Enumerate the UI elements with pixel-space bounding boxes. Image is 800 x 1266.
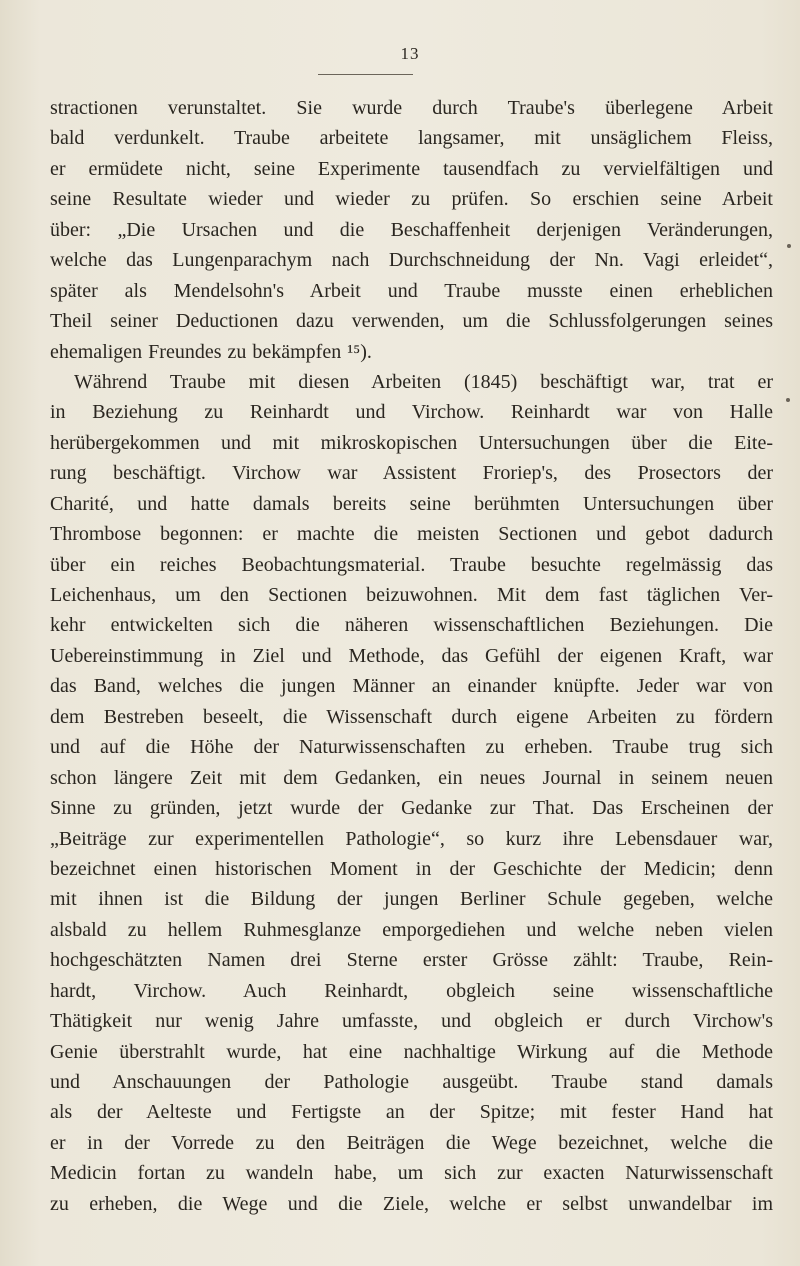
header-rule bbox=[318, 74, 413, 75]
text-line: über ein reiches Beobachtungsmaterial. Traube besuchte regelmässig das bbox=[50, 553, 773, 576]
text-line: Sinne zu gründen, jetzt wurde der Gedanke zur That. Das Erscheinen der bbox=[50, 797, 773, 820]
text-line: „Beiträge zur experimentellen Pathologie“, so kurz ihre Lebensdauer war, bbox=[50, 827, 773, 850]
body-text bbox=[50, 93, 773, 1219]
page-header bbox=[0, 0, 800, 80]
text-line: seine Resultate wieder und wieder zu prüfen. So erschien seine Arbeit bbox=[50, 188, 773, 211]
page-number: 13 bbox=[400, 44, 420, 63]
text-line: schon längere Zeit mit dem Gedanken, ein neues Journal in seinem neuen bbox=[50, 766, 773, 789]
text-line: Thätigkeit nur wenig Jahre umfasste, und obgleich er durch Virchow's bbox=[50, 1010, 773, 1033]
text-line: Uebereinstimmung in Ziel und Methode, das Gefühl der eigenen Kraft, war bbox=[50, 644, 773, 667]
text-line: später als Mendelsohn's Arbeit und Traube musste einen erheblichen bbox=[50, 279, 773, 302]
text-line: ehemaligen Freundes zu bekämpfen ¹⁵). bbox=[50, 340, 372, 363]
text-line: Genie überstrahlt wurde, hat eine nachhaltige Wirkung auf die Methode bbox=[50, 1040, 773, 1063]
text-line: kehr entwickelten sich die näheren wissenschaftlichen Beziehungen. Die bbox=[50, 614, 773, 637]
text-line: zu erheben, die Wege und die Ziele, welche er selbst unwandelbar im bbox=[50, 1192, 773, 1215]
text-line: über: „Die Ursachen und die Beschaffenheit derjenigen Veränderungen, bbox=[50, 218, 773, 241]
text-line: er in der Vorrede zu den Beiträgen die Wege bezeichnet, welche die bbox=[50, 1131, 773, 1154]
text-line: Thrombose begonnen: er machte die meisten Sectionen und gebot dadurch bbox=[50, 523, 773, 546]
text-line: das Band, welches die jungen Männer an einander knüpfte. Jeder war von bbox=[50, 675, 773, 698]
text-line: dem Bestreben beseelt, die Wissenschaft durch eigene Arbeiten zu fördern bbox=[50, 705, 773, 728]
text-line: als der Aelteste und Fertigste an der Spitze; mit fester Hand hat bbox=[50, 1101, 773, 1124]
margin-mark bbox=[787, 244, 791, 248]
text-line: bezeichnet einen historischen Moment in der Geschichte der Medicin; denn bbox=[50, 857, 773, 880]
text-line: hardt, Virchow. Auch Reinhardt, obgleich seine wissenschaftliche bbox=[50, 979, 773, 1002]
text-line: Theil seiner Deductionen dazu verwenden, um die Schlussfolgerungen seines bbox=[50, 310, 773, 333]
text-line: mit ihnen ist die Bildung der jungen Berliner Schule gegeben, welche bbox=[50, 888, 773, 911]
text-line: hochgeschätzten Namen drei Sterne erster Grösse zählt: Traube, Rein- bbox=[50, 949, 773, 972]
text-line: und Anschauungen der Pathologie ausgeübt. Traube stand damals bbox=[50, 1071, 773, 1093]
text-line: alsbald zu hellem Ruhmesglanze emporgediehen und welche neben vielen bbox=[50, 918, 773, 941]
text-line: welche das Lungenparachym nach Durchschneidung der Nn. Vagi erleidet“, bbox=[50, 249, 773, 272]
text-line: bald verdunkelt. Traube arbeitete langsamer, mit unsäglichem Fleiss, bbox=[50, 127, 773, 150]
margin-mark bbox=[786, 398, 790, 402]
text-line: Leichenhaus, um den Sectionen beizuwohnen. Mit dem fast täglichen Ver- bbox=[50, 584, 773, 606]
text-line: rung beschäftigt. Virchow war Assistent Froriep's, des Prosectors der bbox=[50, 462, 773, 485]
text-line: in Beziehung zu Reinhardt und Virchow. Reinhardt war von Halle bbox=[50, 401, 773, 424]
text-line: Während Traube mit diesen Arbeiten (1845) beschäftigt war, trat er bbox=[74, 370, 773, 393]
text-line: herübergekommen und mit mikroskopischen Untersuchungen über die Eite- bbox=[50, 431, 773, 454]
text-line: Medicin fortan zu wandeln habe, um sich zur exacten Naturwissenschaft bbox=[50, 1162, 773, 1185]
text-line: Charité, und hatte damals bereits seine berühmten Untersuchungen über bbox=[50, 492, 773, 515]
text-line: und auf die Höhe der Naturwissenschaften zu erheben. Traube trug sich bbox=[50, 736, 773, 759]
text-line: er ermüdete nicht, seine Experimente tausendfach zu vervielfältigen und bbox=[50, 157, 773, 180]
text-line: stractionen verunstaltet. Sie wurde durch Traube's überlegene Arbeit bbox=[50, 97, 773, 119]
